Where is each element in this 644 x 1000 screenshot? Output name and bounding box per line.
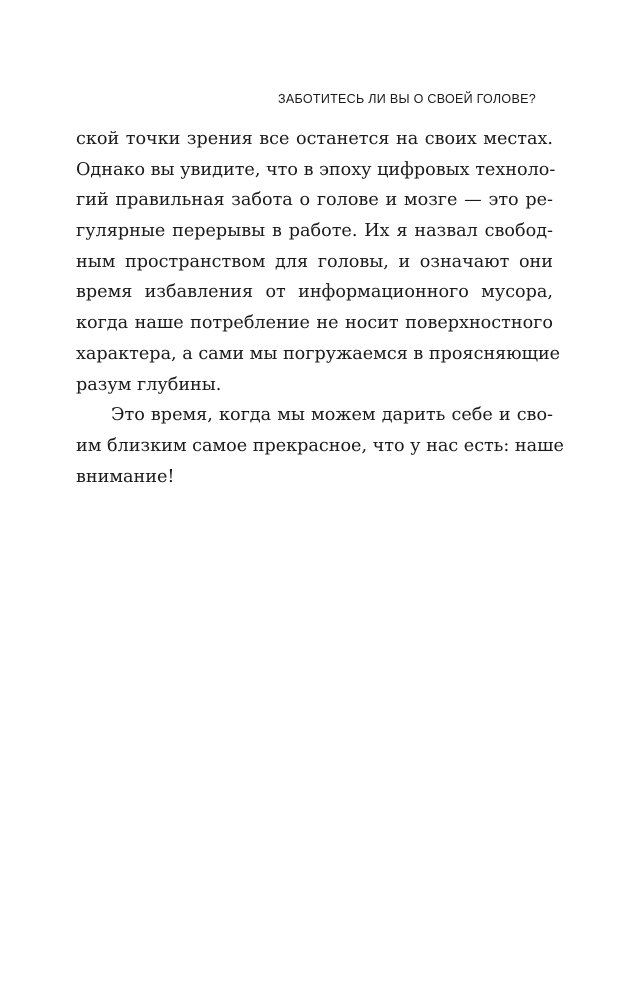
text-line: ской точки зрения все останется на своих местах.	[76, 129, 553, 149]
text-line: Однако вы увидите, что в эпоху цифровых техноло-	[76, 159, 556, 180]
text-line: Это время, когда мы можем дарить себе и сво-	[111, 405, 553, 426]
text-line: гий правильная забота о голове и мозге — это ре-	[76, 190, 553, 211]
running-header: ЗАБОТИТЕСЬ ЛИ ВЫ О СВОЕЙ ГОЛОВЕ?	[278, 92, 536, 106]
text-line: характера, а сами мы погружаемся в проясняющие	[76, 343, 561, 364]
paragraph	[76, 124, 561, 400]
text-line: разум глубины.	[76, 374, 222, 395]
text-line: гулярные перерывы в работе. Их я назвал свобод-	[76, 221, 553, 242]
text-line: время избавления от информационного мусора,	[76, 282, 553, 303]
text-line: им близким самое прекрасное, что у нас есть: наше	[76, 435, 564, 456]
text-line: когда наше потребление не носит поверхностного	[76, 313, 553, 334]
body-text	[76, 124, 564, 492]
text-line: ным пространством для головы, и означают они	[76, 251, 553, 272]
paragraph	[76, 400, 564, 492]
text-line: внимание!	[76, 466, 175, 487]
